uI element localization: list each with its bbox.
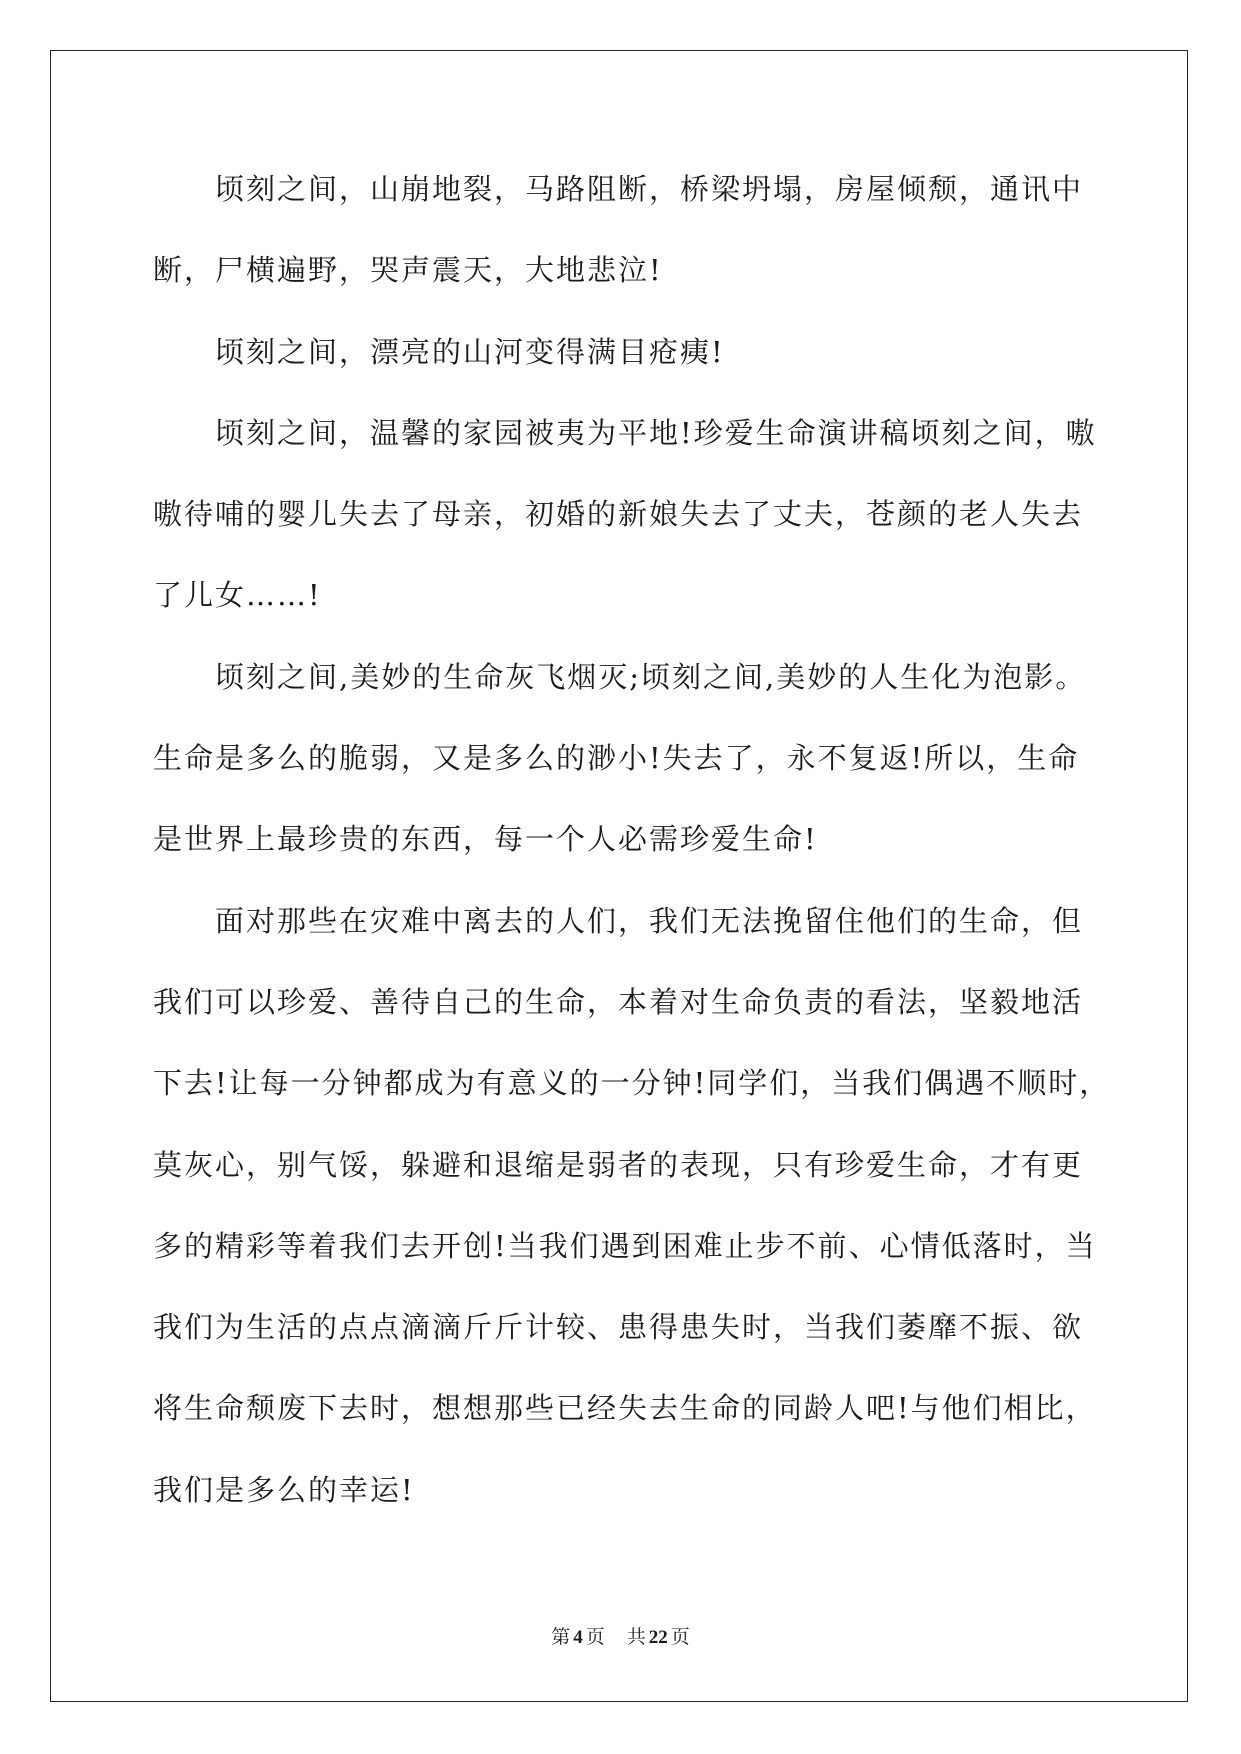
- page-suffix: 页: [585, 1627, 605, 1648]
- text-line: 生命是多么的脆弱，又是多么的渺小!失去了，永不复返!所以，生命: [153, 741, 1080, 776]
- total-pages: 22: [648, 1627, 668, 1648]
- text-line: 顷刻之间，山崩地裂，马路阻断，桥梁坍塌，房屋倾颓，通讯中: [215, 172, 1084, 206]
- text-line: 嗷待哺的婴儿失去了母亲，初婚的新娘失去了丈夫，苍颜的老人失去: [153, 497, 1084, 532]
- text-line: 了儿女……!: [153, 578, 322, 613]
- text-line: 将生命颓废下去时，想想那些已经失去生命的同龄人吧!与他们相比，: [153, 1391, 1097, 1426]
- total-suffix: 页: [670, 1627, 690, 1648]
- paragraph-1: [153, 149, 1133, 312]
- page-prefix: 第: [551, 1627, 571, 1648]
- text-line: 我们可以珍爱、善待自己的生命，本着对生命负责的看法，坚毅地活: [153, 984, 1084, 1019]
- paragraph-5: [153, 881, 1133, 1531]
- paragraph-3: [153, 393, 1133, 637]
- text-line: 断，尸横遍野，哭声震天，大地悲泣!: [153, 253, 663, 288]
- page-footer: [0, 1624, 1241, 1652]
- text-line: 顷刻之间,美妙的生命灰飞烟灭;顷刻之间,美妙的人生化为泡影。: [215, 659, 1087, 694]
- paragraph-4: [153, 637, 1133, 881]
- text-line: 面对那些在灾难中离去的人们，我们无法挽留住他们的生命，但: [215, 903, 1084, 938]
- document-body: [153, 149, 1133, 1531]
- text-line: 多的精彩等着我们去开创!当我们遇到困难止步不前、心情低落时，当: [153, 1228, 1097, 1263]
- page-number: 4: [573, 1627, 583, 1648]
- text-line: 下去!让每一分钟都成为有意义的一分钟!同学们，当我们偶遇不顺时，: [153, 1066, 1111, 1101]
- text-line: 我们为生活的点点滴滴斤斤计较、患得患失时，当我们萎靡不振、欲: [153, 1310, 1084, 1345]
- text-line: 莫灰心，别气馁，躲避和退缩是弱者的表现，只有珍爱生命，才有更: [153, 1147, 1084, 1182]
- text-line: 顷刻之间，漂亮的山河变得满目疮痍!: [215, 334, 725, 369]
- text-line: 我们是多么的幸运!: [153, 1472, 415, 1507]
- text-line: 顷刻之间，温馨的家园被夷为平地!珍爱生命演讲稿顷刻之间，嗷: [215, 415, 1097, 450]
- text-line: 是世界上最珍贵的东西，每一个人必需珍爱生命!: [153, 822, 818, 857]
- total-prefix: 共: [626, 1627, 646, 1648]
- paragraph-2: [153, 312, 1133, 393]
